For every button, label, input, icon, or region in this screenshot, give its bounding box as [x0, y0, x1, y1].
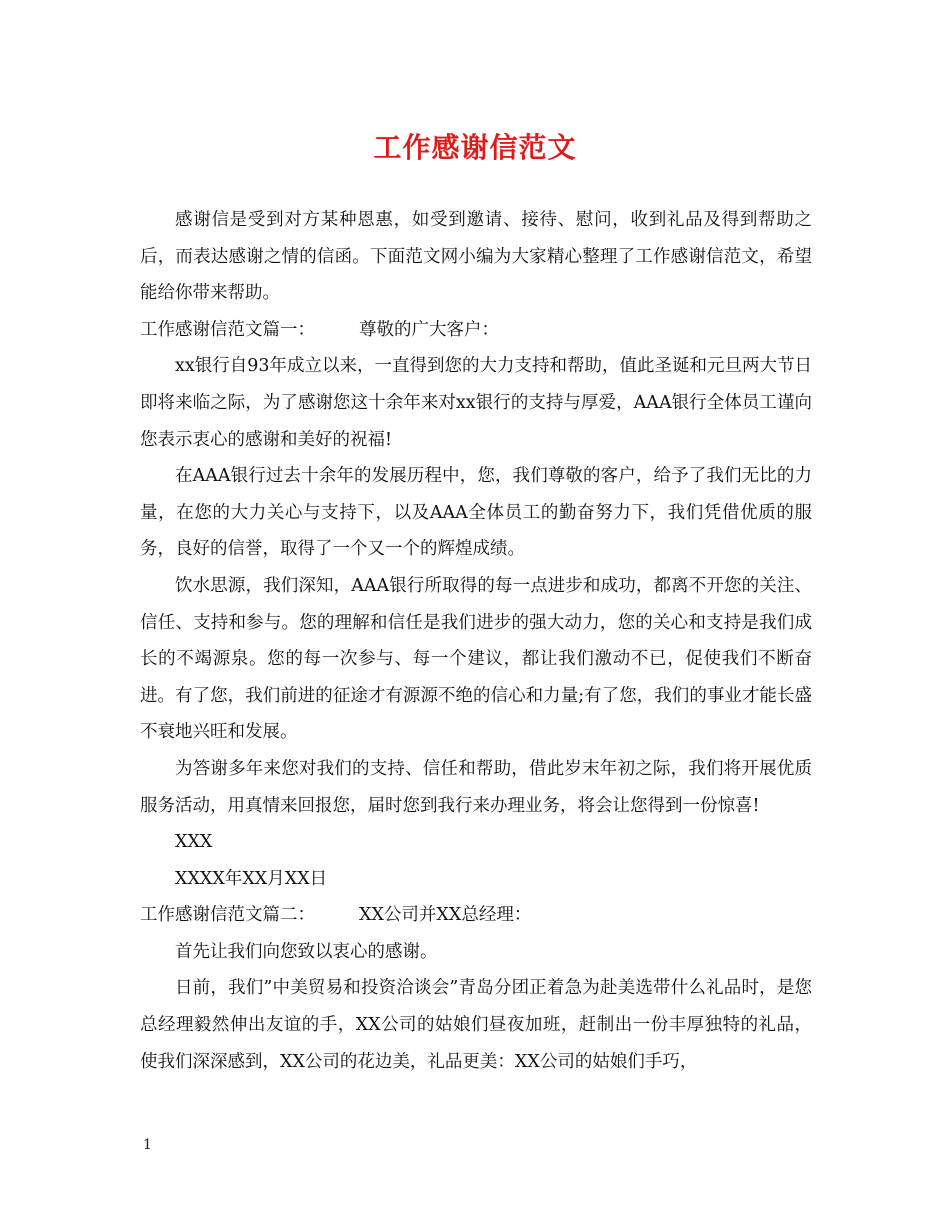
section1-paragraph: xx银行自93年成立以来，一直得到您的大力支持和帮助，值此圣诞和元旦两大节日即将来临之际，为了感谢您这十余年来对xx银行的支持与厚爱，AAA银行全体员工谨向您表示衷心的感谢和美好的祝福!	[140, 356, 813, 450]
section1-date: XXXX年XX月XX日	[175, 868, 328, 889]
page-number: 1	[143, 1137, 152, 1153]
document-title: 工作感谢信范文	[373, 131, 577, 164]
section2-salutation: XX公司并XX总经理：	[359, 905, 532, 926]
section2-paragraph: 日前，我们”中美贸易和投资洽谈会”青岛分团正着急为赴美选带什么礼品时，是您总经理毅然伸出友谊的手，XX公司的姑娘们昼夜加班，赶制出一份丰厚独特的礼品，使我们深深感到，XX公司的花边美，礼品更美：XX公司的姑娘们手巧，	[140, 978, 812, 1072]
section1-paragraph: 在AAA银行过去十余年的发展历程中，您，我们尊敬的客户，给予了我们无比的力量，在您的大力关心与支持下，以及AAA全体员工的勤奋努力下，我们凭借优质的服务，良好的信誉，取得了一个又一个的辉煌成绩。	[140, 466, 812, 560]
intro-paragraph: 感谢信是受到对方某种恩惠，如受到邀请、接待、慰问，收到礼品及得到帮助之后，而表达感谢之情的信函。下面范文网小编为大家精心整理了工作感谢信范文，希望能给你带来帮助。	[140, 210, 812, 304]
section1-paragraph: 为答谢多年来您对我们的支持、信任和帮助，借此岁末年初之际，我们将开展优质服务活动，用真情来回报您，届时您到我行来办理业务，将会让您得到一份惊喜!	[140, 758, 812, 816]
section2-heading-line	[140, 897, 812, 934]
section2-heading: 工作感谢信范文篇二：	[140, 905, 315, 926]
document-body	[140, 202, 812, 1080]
section1-heading: 工作感谢信范文篇一：	[140, 319, 315, 340]
section1-paragraph: 饮水思源，我们深知，AAA银行所取得的每一点进步和成功，都离不开您的关注、信任、支持和参与。您的理解和信任是我们进步的强大动力，您的关心和支持是我们成长的不竭源泉。您的每一次参与、每一个建议，都让我们激动不已，促使我们不断奋进。有了您，我们前进的征途才有源源不绝的信心和力量;有了您，我们的事业才能长盛不衰地兴旺和发展。	[140, 575, 812, 743]
section2-paragraph: 首先让我们向您致以衷心的感谢。	[175, 941, 438, 962]
section1-heading-line	[140, 312, 812, 349]
section1-salutation: 尊敬的广大客户：	[359, 319, 499, 340]
section1-signature: XXX	[175, 832, 213, 853]
